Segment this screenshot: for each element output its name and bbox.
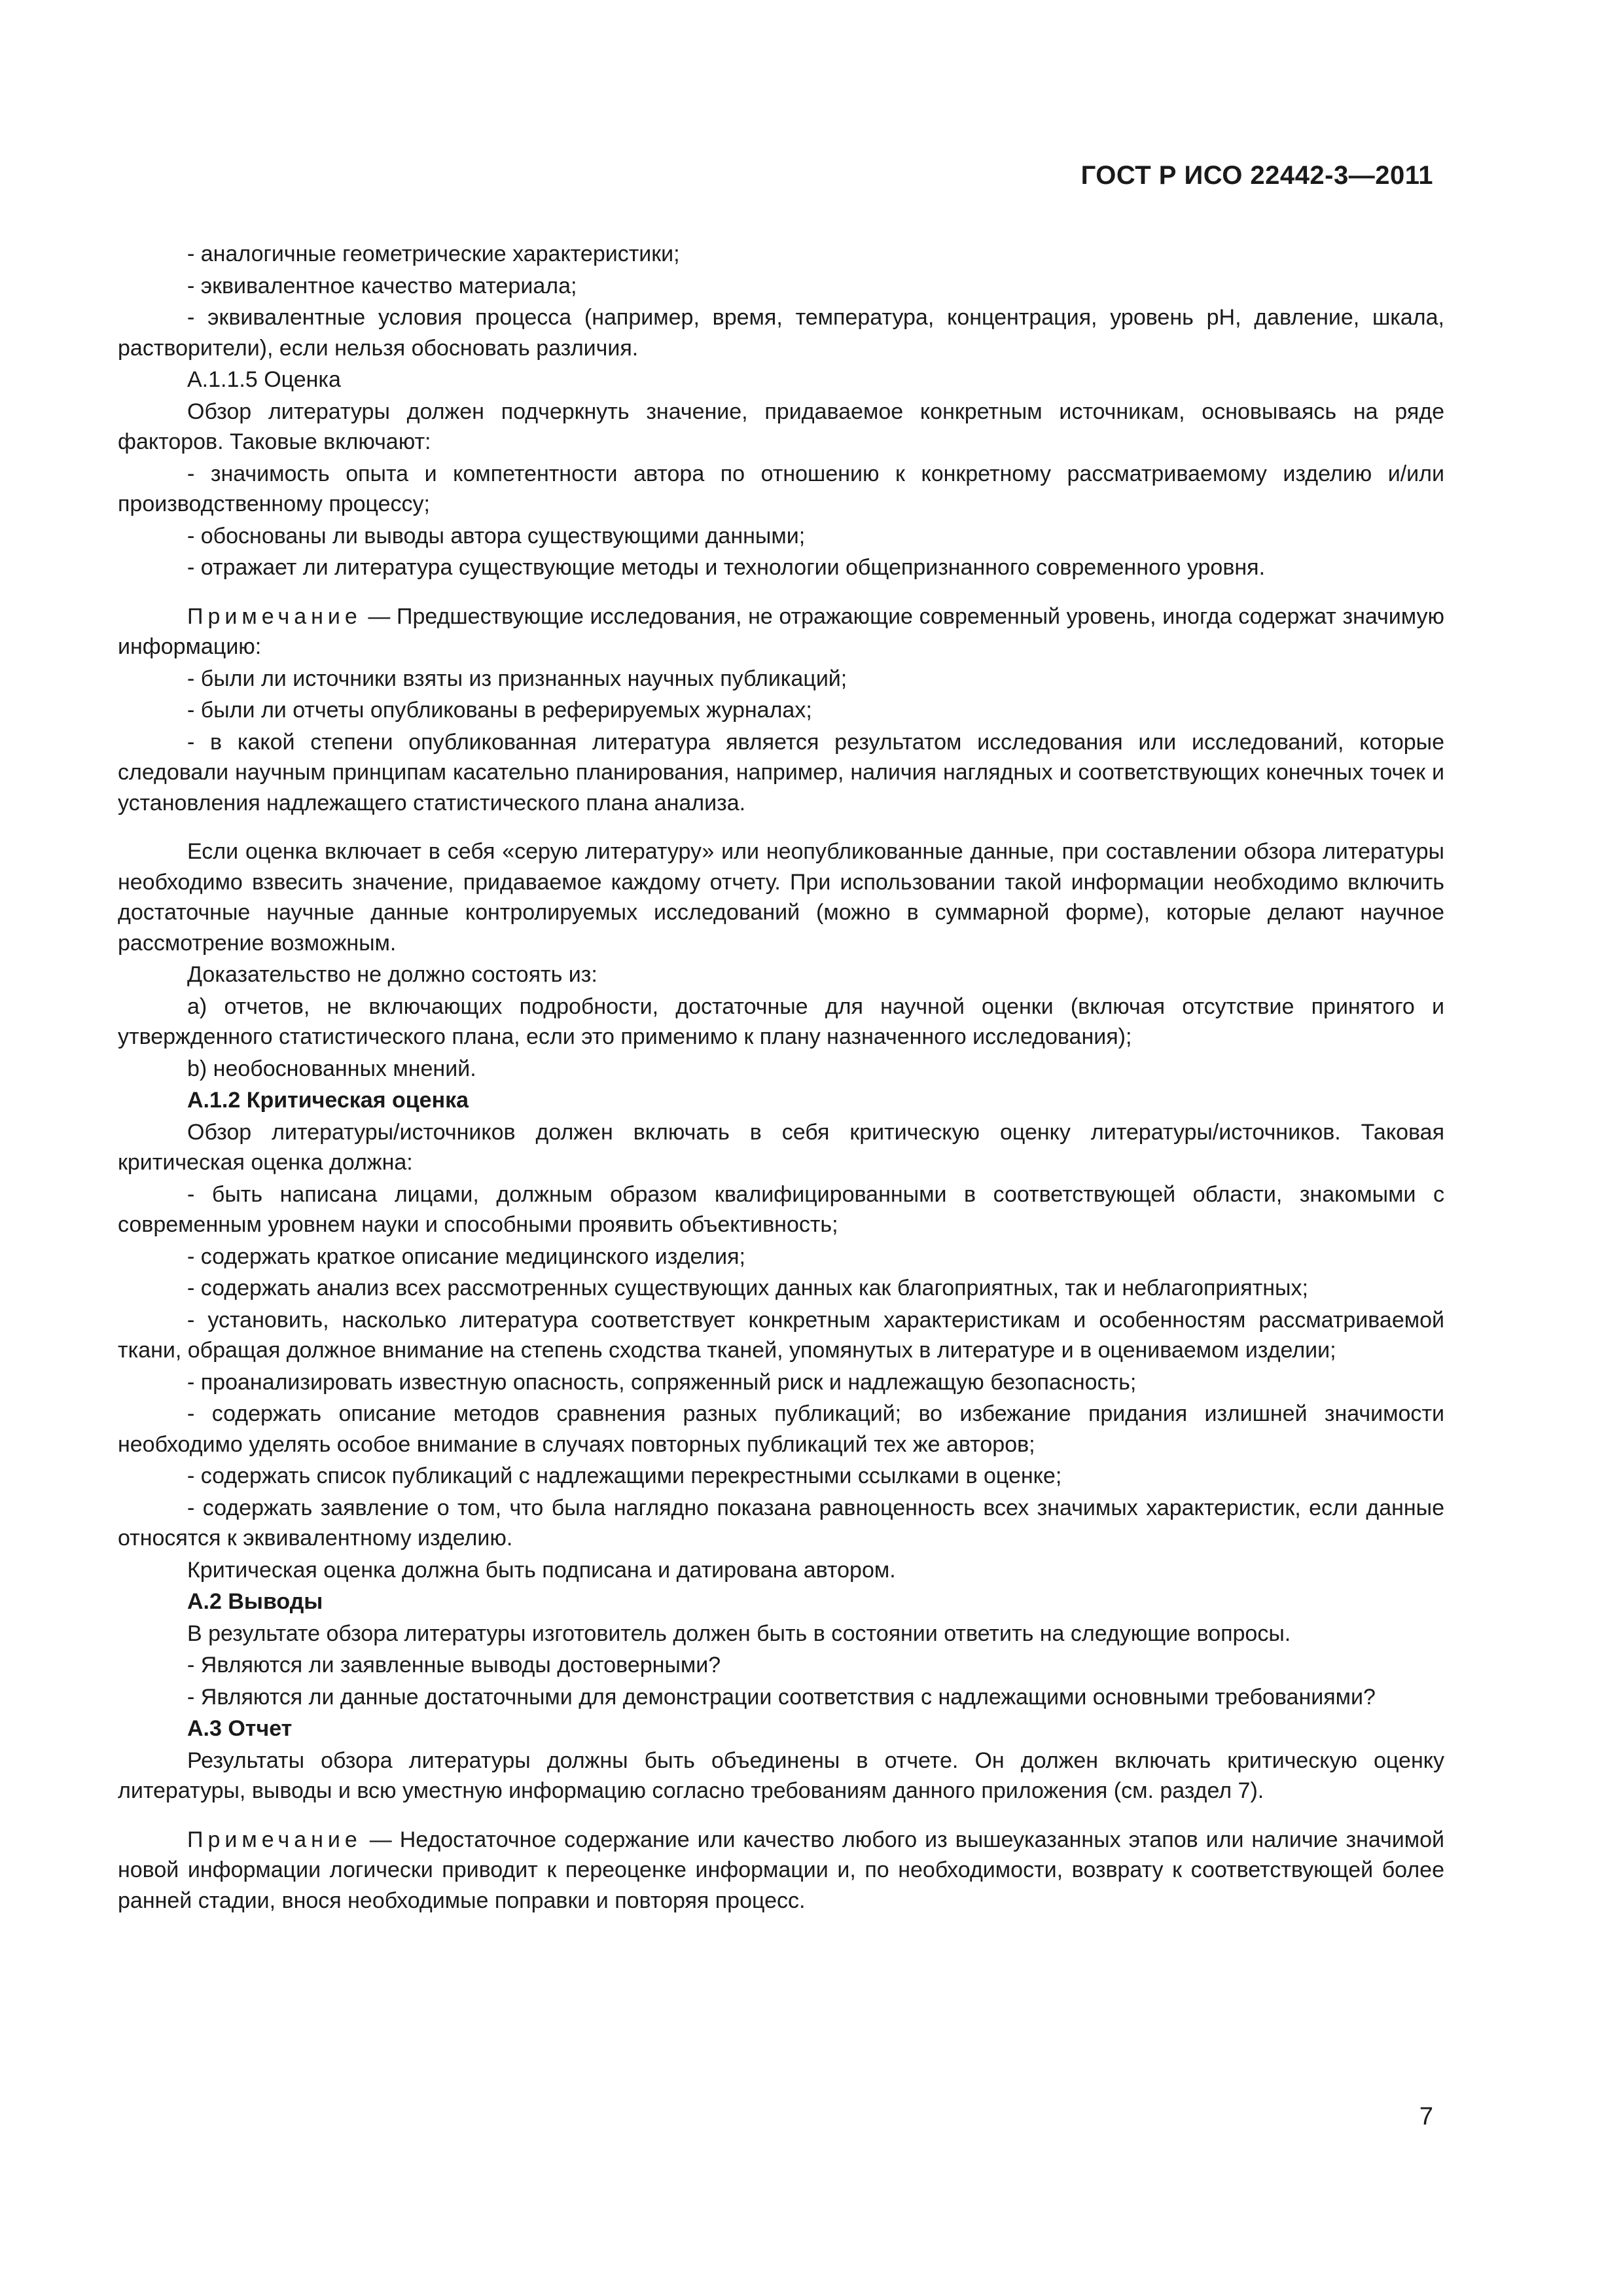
- list-item: - аналогичные геометрические характеристики;: [187, 242, 680, 266]
- list-item: - быть написана лицами, должным образом квалифицированными в соответствующей области, знакомыми с современным уровнем науки и способными проявить объективность;: [118, 1181, 1444, 1237]
- paragraph: Обзор литературы должен подчеркнуть значение, придаваемое конкретным источникам, основываясь на ряде факторов. Таковые включают:: [118, 399, 1444, 454]
- list-item: - были ли отчеты опубликованы в реферируемых журналах;: [187, 698, 812, 723]
- paragraph: Если оценка включает в себя «серую литературу» или неопубликованные данные, при составлении обзора литературы необходимо взвесить значение, придаваемое каждому отчету. При использовании такой информации необходимо включить достаточные научные данные контролируемых исследований (можно в суммарной форме), которые делают научное рассмотрение возможным.: [118, 839, 1444, 956]
- section-heading: A.2 Выводы: [187, 1589, 323, 1614]
- list-item: - содержать список публикаций с надлежащими перекрестными ссылками в оценке;: [187, 1463, 1062, 1488]
- list-item: - значимость опыта и компетентности автора по отношению к конкретному рассматриваемому изделию и/или производственному процессу;: [118, 461, 1444, 516]
- list-item: - проанализировать известную опасность, сопряженный риск и надлежащую безопасность;: [187, 1369, 1137, 1395]
- note-paragraph: [118, 601, 1444, 662]
- list-item: - Являются ли заявленные выводы достоверными?: [187, 1653, 721, 1677]
- list-item: - содержать анализ всех рассмотренных существующих данных как благоприятных, так и неблагоприятных;: [187, 1276, 1308, 1300]
- section-heading: A.1.2 Критическая оценка: [187, 1088, 469, 1113]
- list-item: - отражает ли литература существующие методы и технологии общепризнанного современного уровня.: [187, 555, 1266, 580]
- list-item: - обоснованы ли выводы автора существующими данными;: [187, 523, 806, 548]
- section-heading: A.1.1.5 Оценка: [187, 367, 341, 392]
- note-paragraph: [118, 1825, 1444, 1916]
- list-item: - содержать заявление о том, что была наглядно показана равноценность всех значимых характеристик, если данные относятся к эквивалентному изделию.: [118, 1495, 1444, 1551]
- list-item: b) необоснованных мнений.: [187, 1056, 476, 1081]
- note-text: — Недостаточное содержание или качество любого из вышеуказанных этапов или наличие значимой новой информации логически приводит к переоценке информации и, по необходимости, возврату к соответствующей более ранней стадии, внося необходимые поправки и повторяя процесс.: [118, 1827, 1444, 1913]
- paragraph: Обзор литературы/источников должен включать в себя критическую оценку литературы/источников. Таковая критическая оценка должна:: [118, 1119, 1444, 1175]
- page-number: 7: [1419, 2103, 1433, 2130]
- list-item: - эквивалентные условия процесса (например, время, температура, концентрация, уровень pH, давление, шкала, растворители), если нельзя обосновать различия.: [118, 305, 1444, 361]
- list-item: - содержать описание методов сравнения разных публикаций; во избежание придания излишней значимости необходимо уделять особое внимание в случаях повторных публикаций тех же авторов;: [118, 1401, 1444, 1457]
- list-item: - эквивалентное качество материала;: [187, 273, 577, 298]
- list-item: - содержать краткое описание медицинского изделия;: [187, 1244, 745, 1269]
- note-label: Примечание: [187, 1827, 362, 1852]
- list-item: a) отчетов, не включающих подробности, достаточные для научной оценки (включая отсутствие принятого и утвержденного статистического плана, если это применимо к плану назначенного исследования);: [118, 994, 1444, 1049]
- paragraph: Результаты обзора литературы должны быть объединены в отчете. Он должен включать критическую оценку литературы, выводы и всю уместную информацию согласно требованиям данного приложения (см. раздел 7).: [118, 1748, 1444, 1803]
- note-text: — Предшествующие исследования, не отражающие современный уровень, иногда содержат значимую информацию:: [118, 603, 1444, 659]
- section-heading: A.3 Отчет: [187, 1716, 293, 1741]
- note-label: Примечание: [187, 603, 362, 629]
- paragraph: Критическая оценка должна быть подписана и датирована автором.: [187, 1557, 896, 1583]
- page-body: [118, 239, 1444, 1917]
- list-item: - Являются ли данные достаточными для демонстрации соответствия с надлежащими основными требованиями?: [187, 1684, 1376, 1710]
- document-header: ГОСТ Р ИСО 22442-3—2011: [1080, 161, 1433, 190]
- paragraph: Доказательство не должно состоять из:: [187, 962, 597, 987]
- list-item: - установить, насколько литература соответствует конкретным характеристикам и особенностям рассматриваемой ткани, обращая должное внимание на степень сходства тканей, упомянутых в литературе и в оцениваемом изделии;: [118, 1307, 1444, 1363]
- list-item: - были ли источники взяты из признанных научных публикаций;: [187, 666, 847, 691]
- paragraph: В результате обзора литературы изготовитель должен быть в состоянии ответить на следующие вопросы.: [187, 1621, 1291, 1646]
- list-item: - в какой степени опубликованная литература является результатом исследования или исследований, которые следовали научным принципам касательно планирования, например, наличия наглядных и соответствующих конечных точек и установления надлежащего статистического плана анализа.: [118, 729, 1444, 816]
